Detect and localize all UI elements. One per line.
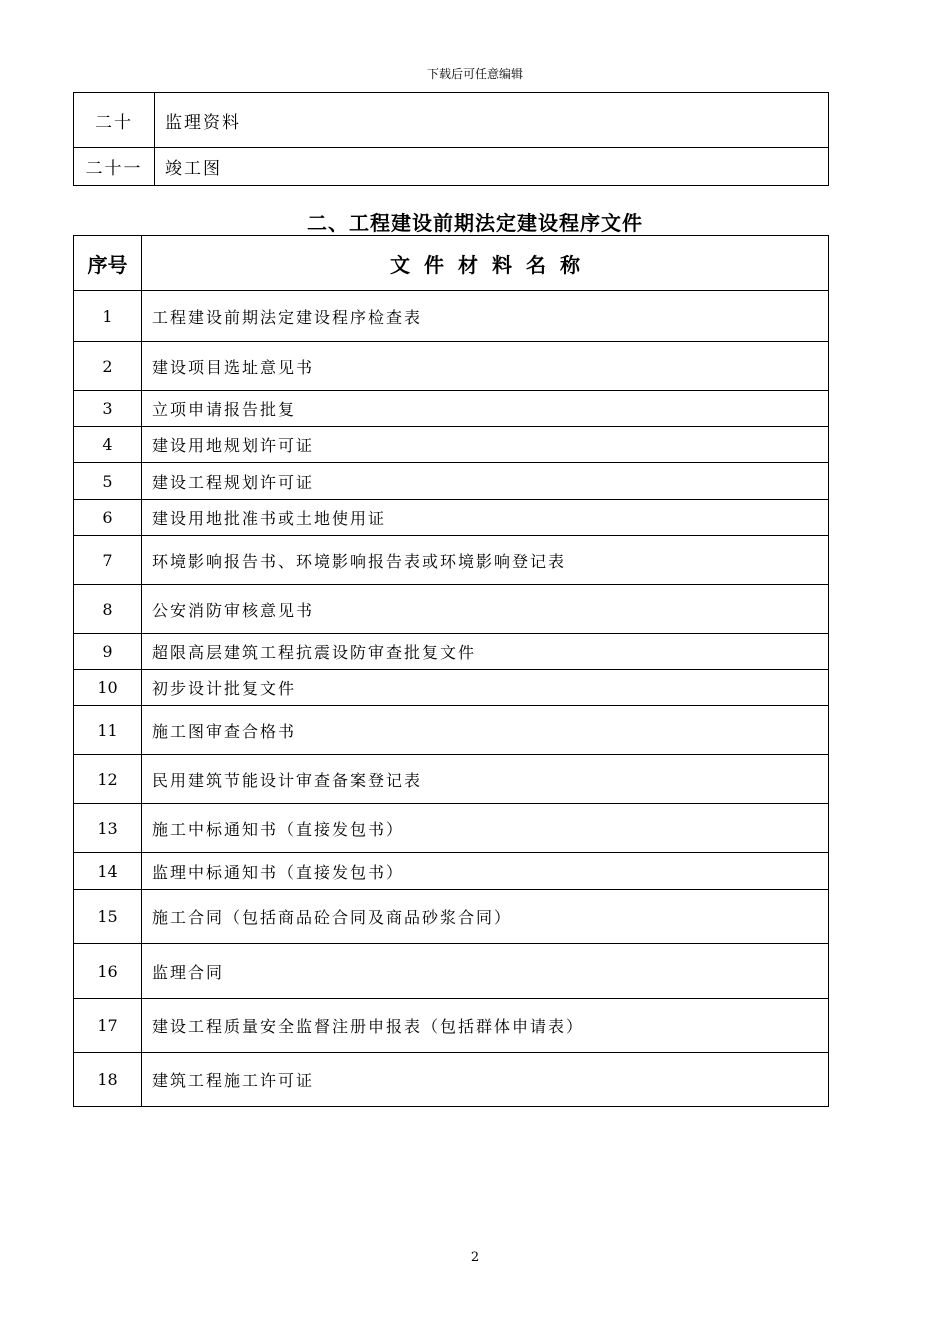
row-number: 17 [74, 999, 142, 1053]
row-name: 建设工程规划许可证 [142, 463, 829, 500]
table-row [74, 93, 829, 148]
row-number: 14 [74, 853, 142, 890]
row-name: 施工中标通知书（直接发包书） [142, 804, 829, 853]
row-number: 8 [74, 585, 142, 634]
row-name: 施工图审查合格书 [142, 706, 829, 755]
table-row [74, 890, 829, 944]
header-serial-number: 序号 [74, 236, 142, 291]
row-name: 建设工程质量安全监督注册申报表（包括群体申请表） [142, 999, 829, 1053]
row-number: 6 [74, 500, 142, 536]
header-document-name: 文件材料名称 [142, 236, 829, 291]
row-number: 4 [74, 427, 142, 463]
row-number: 16 [74, 944, 142, 999]
table-row [74, 536, 829, 585]
row-number: 5 [74, 463, 142, 500]
row-number: 7 [74, 536, 142, 585]
row-name: 监理合同 [142, 944, 829, 999]
row-name: 监理资料 [155, 93, 829, 148]
row-name: 立项申请报告批复 [142, 391, 829, 427]
table-row [74, 853, 829, 890]
table-row [74, 500, 829, 536]
row-name: 超限高层建筑工程抗震设防审查批复文件 [142, 634, 829, 670]
row-number: 9 [74, 634, 142, 670]
table-row [74, 291, 829, 342]
row-number: 12 [74, 755, 142, 804]
row-number: 二十 [74, 93, 155, 148]
row-name: 建设用地批准书或土地使用证 [142, 500, 829, 536]
row-name: 建设用地规划许可证 [142, 427, 829, 463]
row-number: 1 [74, 291, 142, 342]
row-number: 11 [74, 706, 142, 755]
table-row [74, 634, 829, 670]
table-row [74, 585, 829, 634]
documents-table [73, 235, 829, 1107]
table-row [74, 463, 829, 500]
row-name: 环境影响报告书、环境影响报告表或环境影响登记表 [142, 536, 829, 585]
section-title: 二、工程建设前期法定建设程序文件 [307, 211, 643, 235]
row-name: 建筑工程施工许可证 [142, 1053, 829, 1107]
table-row [74, 804, 829, 853]
table-row [74, 755, 829, 804]
header-note: 下载后可任意编辑 [426, 67, 523, 81]
row-name: 建设项目选址意见书 [142, 342, 829, 391]
row-name: 竣工图 [155, 148, 829, 186]
continued-table [73, 92, 829, 186]
row-number: 15 [74, 890, 142, 944]
table-row [74, 391, 829, 427]
row-number: 二十一 [74, 148, 155, 186]
row-number: 3 [74, 391, 142, 427]
table-row [74, 706, 829, 755]
table-row [74, 148, 829, 186]
row-name: 施工合同（包括商品砼合同及商品砂浆合同） [142, 890, 829, 944]
row-number: 2 [74, 342, 142, 391]
row-name: 初步设计批复文件 [142, 670, 829, 706]
table-row [74, 944, 829, 999]
row-number: 10 [74, 670, 142, 706]
row-name: 监理中标通知书（直接发包书） [142, 853, 829, 890]
page-number: 2 [470, 1250, 480, 1265]
row-number: 13 [74, 804, 142, 853]
table-row [74, 1053, 829, 1107]
table-row [74, 342, 829, 391]
row-number: 18 [74, 1053, 142, 1107]
row-name: 工程建设前期法定建设程序检查表 [142, 291, 829, 342]
row-name: 公安消防审核意见书 [142, 585, 829, 634]
row-name: 民用建筑节能设计审查备案登记表 [142, 755, 829, 804]
table-row [74, 427, 829, 463]
table-row [74, 670, 829, 706]
table-header-row [74, 236, 829, 291]
table-row [74, 999, 829, 1053]
